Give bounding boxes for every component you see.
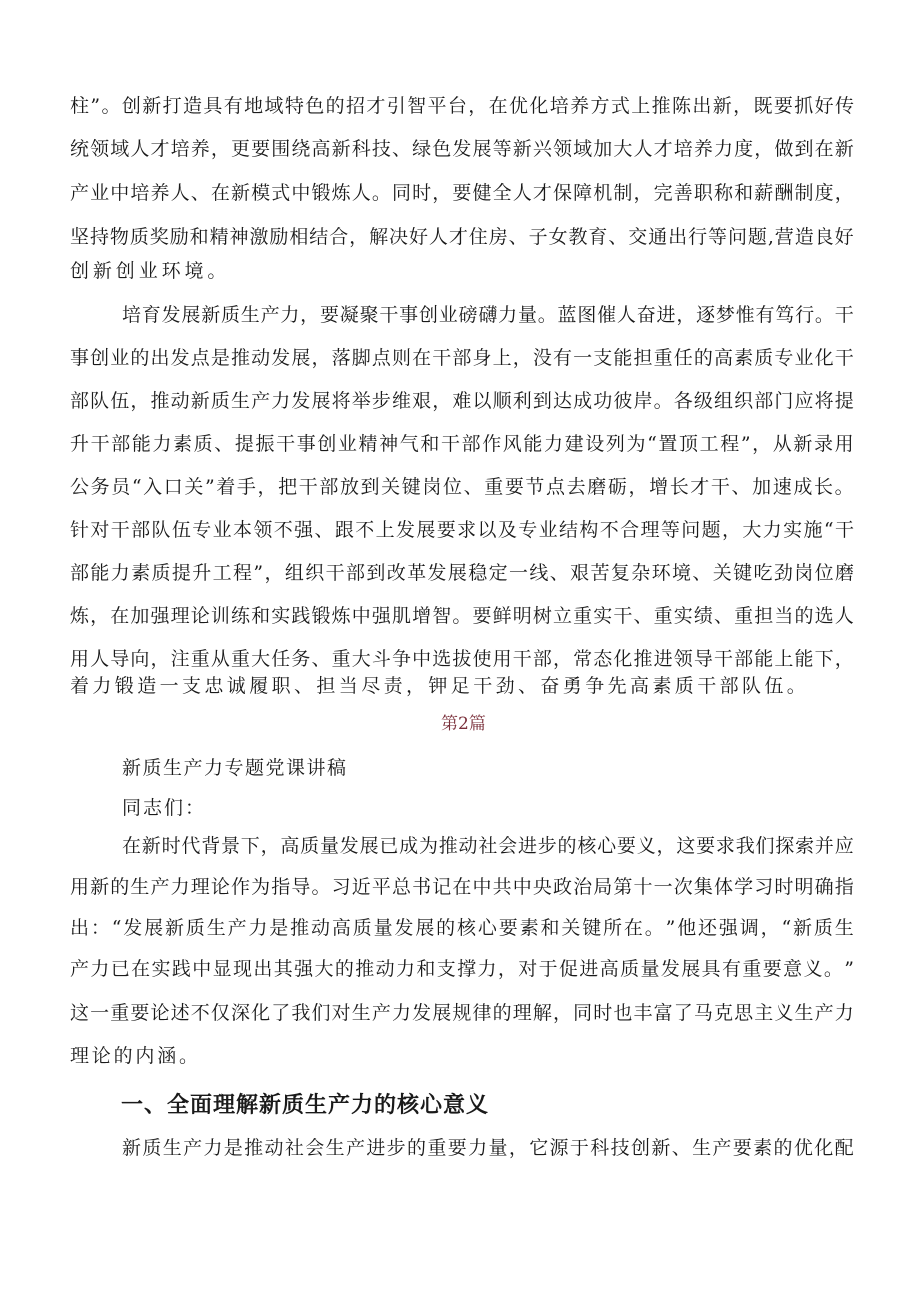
paragraph-2-line: 部 能 力 素 质 提 升 工 程 ” ， 组 织 干 部 到 改 革 发 展 稳 定 一 线 、 艰 苦 复 杂 环 境 、 关 键 吃 劲 岗 位 磨 xyxy=(70,562,854,584)
document-title: 新质生产力专题党课讲稿 xyxy=(122,757,348,779)
paragraph-3-line: 用 新 的 生 产 力 理 论 作 为 指 导 。 习 近 平 总 书 记 在 中 共 中 央 政 治 局 第 十 一 次 集 体 学 习 时 明 确 指 xyxy=(70,876,854,898)
paragraph-1-line: 产 业 中 培 养 人 、 在 新 模 式 中 锻 炼 人 。 同 时 ， 要 健 全 人 才 保 障 机 制 ， 完 善 职 称 和 薪 酬 制 度 ， xyxy=(70,182,854,204)
paragraph-3-line: 这 一 重 要 论 述 不 仅 深 化 了 我 们 对 生 产 力 发 展 规 律 的 理 解 ， 同 时 也 丰 富 了 马 克 思 主 义 生 产 力 xyxy=(70,1002,854,1024)
section-heading: 一、全面理解新质生产力的核心意义 xyxy=(121,1092,490,1118)
paragraph-2-line: 炼 ， 在 加 强 理 论 训 练 和 实 践 锻 炼 中 强 肌 增 智 。 要 鲜 明 树 立 重 实 干 、 重 实 绩 、 重 担 当 的 选 人 xyxy=(70,605,854,627)
paragraph-3-line: 在 新 时 代 背 景 下 ， 高 质 量 发 展 已 成 为 推 动 社 会 进 步 的 核 心 要 义 ， 这 要 求 我 们 探 索 并 应 xyxy=(122,835,854,857)
paragraph-3-line: 出 ： “ 发 展 新 质 生 产 力 是 推 动 高 质 量 发 展 的 核 心 要 素 和 关 键 所 在 。 ” 他 还 强 调 ， “ 新 质 生 xyxy=(70,917,854,939)
paragraph-2-line: 升 干 部 能 力 素 质 、 提 振 干 事 创 业 精 神 气 和 干 部 作 风 能 力 建 设 列 为 “ 置 顶 工 程 ” ， 从 新 录 用 xyxy=(70,433,854,455)
paragraph-2-line: 事 创 业 的 出 发 点 是 推 动 发 展 ， 落 脚 点 则 在 干 部 身 上 ， 没 有 一 支 能 担 重 任 的 高 素 质 专 业 化 干 xyxy=(70,347,854,369)
paragraph-2-line: 部 队 伍 ， 推 动 新 质 生 产 力 发 展 将 举 步 维 艰 ， 难 以 顺 利 到 达 成 功 彼 岸 。 各 级 组 织 部 门 应 将 提 xyxy=(70,390,854,412)
salutation: 同志们： xyxy=(122,797,207,819)
section-label: 第2篇 xyxy=(441,714,486,734)
paragraph-1-line: 坚 持 物 质 奖 励 和 精 神 激 励 相 结 合 ， 解 决 好 人 才 住 房 、 子 女 教 育 、 交 通 出 行 等 问 题 , 营 造 良 好 xyxy=(70,226,854,248)
paragraph-1-line: 统 领 域 人 才 培 养 ， 更 要 围 绕 高 新 科 技 、 绿 色 发 展 等 新 兴 领 域 加 大 人 才 培 养 力 度 ， 做 到 在 新 xyxy=(70,138,854,160)
paragraph-2-line: 培 育 发 展 新 质 生 产 力 ， 要 凝 聚 干 事 创 业 磅 礴 力 量 。 蓝 图 催 人 奋 进 ， 逐 梦 惟 有 笃 行 。 干 xyxy=(122,304,854,326)
paragraph-2-line: 着力锻造一支忠诚履职、担当尽责，钾足干劲、奋勇争先高素质干部队伍。 xyxy=(70,675,810,697)
paragraph-2-line: 针 对 干 部 队 伍 专 业 本 领 不 强 、 跟 不 上 发 展 要 求 以 及 专 业 结 构 不 合 理 等 问 题 ， 大 力 实 施 “ 干 xyxy=(70,519,854,541)
paragraph-2-line: 用 人 导 向 ， 注 重 从 重 大 任 务 、 重 大 斗 争 中 选 拔 使 用 干 部 ， 常 态 化 推 进 领 导 干 部 能 上 能 下 ， xyxy=(70,648,854,670)
paragraph-1-line: 创新创业环境。 xyxy=(70,260,231,282)
paragraph-2-line: 公 务 员 “ 入 口 关 ” 着 手 ， 把 干 部 放 到 关 键 岗 位 、 重 要 节 点 去 磨 砺 ， 增 长 才 干 、 加 速 成 长 。 xyxy=(70,476,854,498)
paragraph-1-line: 柱 ” 。 创 新 打 造 具 有 地 域 特 色 的 招 才 引 智 平 台 ， 在 优 化 培 养 方 式 上 推 陈 出 新 ， 既 要 抓 好 传 xyxy=(70,95,854,117)
paragraph-3-line: 理论的内涵。 xyxy=(70,1045,201,1067)
paragraph-3-line: 产 力 已 在 实 践 中 显 现 出 其 强 大 的 推 动 力 和 支 撑 力 ， 对 于 促 进 高 质 量 发 展 具 有 重 要 意 义 。 ” xyxy=(70,958,854,980)
paragraph-4-line: 新 质 生 产 力 是 推 动 社 会 生 产 进 步 的 重 要 力 量 ， 它 源 于 科 技 创 新 、 生 产 要 素 的 优 化 配 xyxy=(122,1137,854,1159)
